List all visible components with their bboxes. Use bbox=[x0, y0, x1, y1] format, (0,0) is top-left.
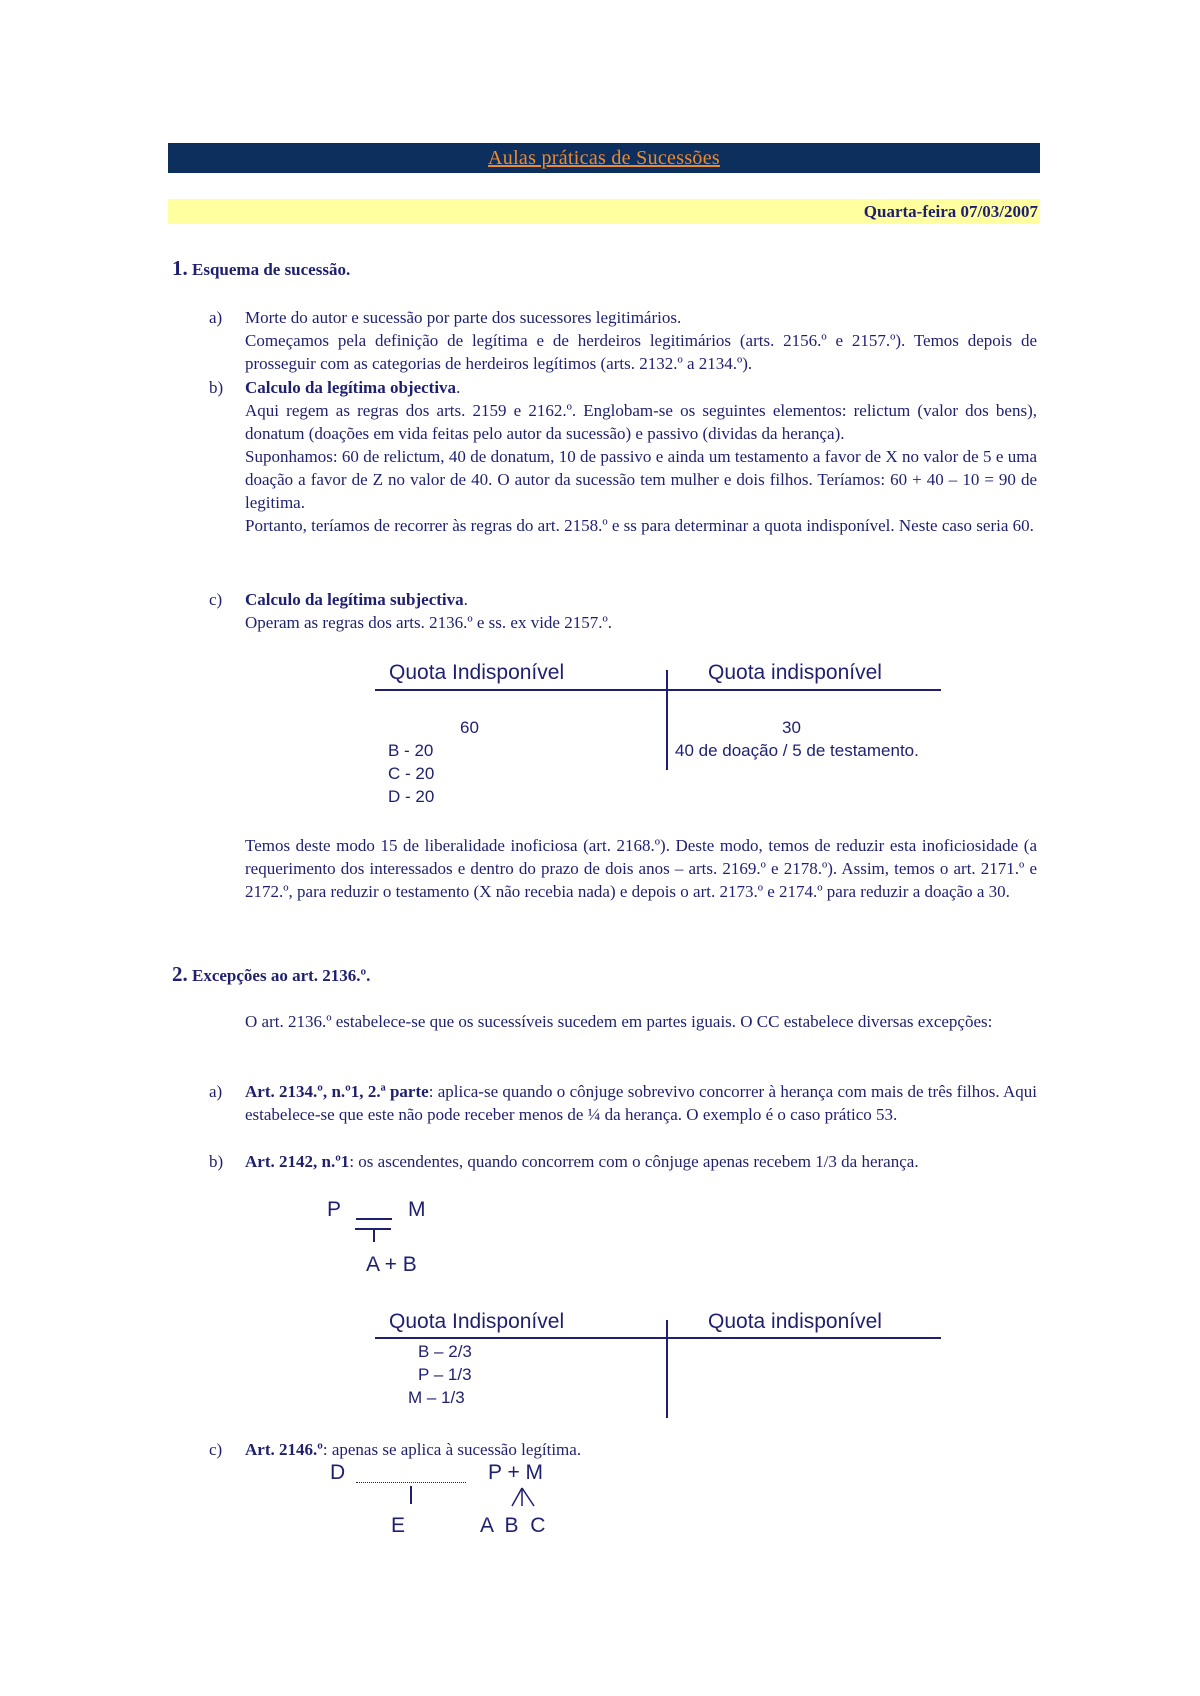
table2-column-divider bbox=[666, 1320, 668, 1418]
list-marker-2a: a) bbox=[209, 1082, 223, 1101]
date-banner bbox=[168, 199, 1040, 224]
item-a-line-1: Morte do autor e sucessão por parte dos sucessores legitimários. bbox=[245, 308, 682, 327]
list-item-2a bbox=[245, 1080, 1037, 1126]
list-marker-b: b) bbox=[209, 378, 224, 397]
table2-row-p: P – 1/3 bbox=[418, 1365, 472, 1384]
table1-left-header: Quota Indisponível bbox=[389, 661, 565, 684]
section-1-heading bbox=[172, 256, 350, 281]
list-marker-c: c) bbox=[209, 590, 223, 609]
section-2-title: Excepções ao art. 2136.º. bbox=[192, 966, 371, 985]
diagram-b-right: M bbox=[408, 1198, 426, 1221]
table1-right-total: 30 bbox=[782, 718, 801, 737]
item-c-paragraph-1: Operam as regras dos arts. 2136.º e ss. ex vide 2157.º. bbox=[245, 613, 612, 632]
table1-row-b: B - 20 bbox=[388, 741, 434, 760]
item-2b-bold: Art. 2142, n.º1 bbox=[245, 1152, 350, 1171]
section-1-title: Esquema de sucessão. bbox=[192, 260, 351, 279]
diagram-c-children-right: A B C bbox=[480, 1514, 546, 1537]
diagram-c-left-stem bbox=[410, 1486, 412, 1504]
table2-right-header: Quota indisponível bbox=[708, 1310, 882, 1333]
table1-row-c: C - 20 bbox=[388, 764, 435, 783]
section-2-heading bbox=[172, 962, 370, 987]
diagram-b-left: P bbox=[327, 1198, 342, 1221]
item-2b-text: : os ascendentes, quando concorrem com o cônjuge apenas recebem 1/3 da herança. bbox=[349, 1152, 919, 1171]
diagram-b-descent-stem bbox=[373, 1228, 375, 1242]
item-c-period: . bbox=[463, 590, 468, 609]
table1-right-header: Quota indisponível bbox=[708, 661, 882, 684]
list-marker-2b: b) bbox=[209, 1152, 224, 1171]
table2-header-rule bbox=[375, 1337, 941, 1339]
list-item-a bbox=[245, 306, 1037, 375]
item-b-bold: Calculo da legítima objectiva bbox=[245, 378, 457, 397]
page-title: Aulas práticas de Sucessões bbox=[168, 143, 1040, 173]
list-item-2b bbox=[245, 1150, 1037, 1173]
section-2-number: 2. bbox=[172, 962, 188, 986]
item-c-heading bbox=[245, 588, 1037, 611]
item-b-heading bbox=[245, 376, 1037, 399]
date-label: Quarta-feira 07/03/2007 bbox=[863, 202, 1038, 221]
table2-row-m: M – 1/3 bbox=[408, 1388, 465, 1407]
list-marker-a: a) bbox=[209, 308, 223, 327]
item-2c-text: : apenas se aplica à sucessão legítima. bbox=[322, 1440, 582, 1459]
item-b-period: . bbox=[456, 378, 461, 397]
list-item-b bbox=[245, 376, 1037, 537]
item-2c-bold: Art. 2146.º bbox=[245, 1440, 323, 1459]
diagram-c-right: P + M bbox=[488, 1461, 544, 1484]
item-c-bold: Calculo da legítima subjectiva bbox=[245, 590, 464, 609]
table1-row-d: D - 20 bbox=[388, 787, 435, 806]
item-a-line-2: Começamos pela definição de legítima e de herdeiros legitimários (arts. 2156.º e 2157.º). Temos depois de prosseguir com as categorias de herdeiros legítimos (arts. 2132.º a 2134.º). bbox=[245, 331, 1037, 373]
table1-left-rows bbox=[388, 739, 434, 808]
section-1-closing: Temos deste modo 15 de liberalidade inoficiosa (art. 2168.º). Deste modo, temos de reduzir esta inoficiosidade (a requerimento dos interessados e dentro do prazo de dois anos – arts. 2169.º e 2178.º). Assim, temos o art. 2171.º e 2172.º, para reduzir o testamento (X não recebia nada) e depois o art. 2173.º e 2174.º para reduzir a doação a 30. bbox=[245, 836, 1037, 901]
list-marker-2c: c) bbox=[209, 1440, 223, 1459]
table1-left-total: 60 bbox=[460, 718, 479, 737]
item-2a-text: : aplica-se quando o cônjuge sobrevivo concorrer à herança com mais de três filhos. Aqui estabelece-se que este não pode receber menos de ¼ da herança. O exemplo é o caso prático 53. bbox=[245, 1082, 1037, 1124]
table1-column-divider bbox=[666, 670, 668, 770]
diagram-b-child: A + B bbox=[366, 1253, 417, 1276]
list-item-2c bbox=[245, 1438, 1037, 1461]
list-item-c bbox=[245, 588, 1037, 634]
diagram-c-branch-icon bbox=[498, 1486, 548, 1508]
item-b-paragraph-1: Aqui regem as regras dos arts. 2159 e 2162.º. Englobam-se os seguintes elementos: relictum (valor dos bens), donatum (doações em vida feitas pelo autor da sucessão) e passivo (dividas da herança). bbox=[245, 401, 1037, 443]
table2-row-b: B – 2/3 bbox=[418, 1342, 472, 1361]
item-b-paragraph-3: Portanto, teríamos de recorrer às regras do art. 2158.º e ss para determinar a quota indisponível. Neste caso seria 60. bbox=[245, 516, 1034, 535]
table2-left-header: Quota Indisponível bbox=[389, 1310, 565, 1333]
diagram-c-dotted-line bbox=[356, 1482, 466, 1483]
item-b-paragraph-2: Suponhamos: 60 de relictum, 40 de donatum, 10 de passivo e ainda um testamento a favor de X no valor de 5 e uma doação a favor de Z no valor de 40. O autor da sucessão tem mulher e dois filhos. Teríamos: 60 + 40 – 10 = 90 de legitima. bbox=[245, 447, 1037, 512]
item-2a-bold: Art. 2134.º, n.º1, 2.ª parte bbox=[245, 1082, 429, 1101]
section-1-number: 1. bbox=[172, 256, 188, 280]
table1-header-rule bbox=[375, 689, 941, 691]
diagram-c-left: D bbox=[330, 1461, 346, 1484]
section-2-intro: O art. 2136.º estabelece-se que os sucessíveis sucedem em partes iguais. O CC estabelece diversas excepções: bbox=[245, 1012, 993, 1031]
diagram-b-marriage-line bbox=[356, 1218, 392, 1220]
table1-right-row: 40 de doação / 5 de testamento. bbox=[675, 741, 919, 760]
diagram-c-child-left: E bbox=[391, 1514, 406, 1537]
